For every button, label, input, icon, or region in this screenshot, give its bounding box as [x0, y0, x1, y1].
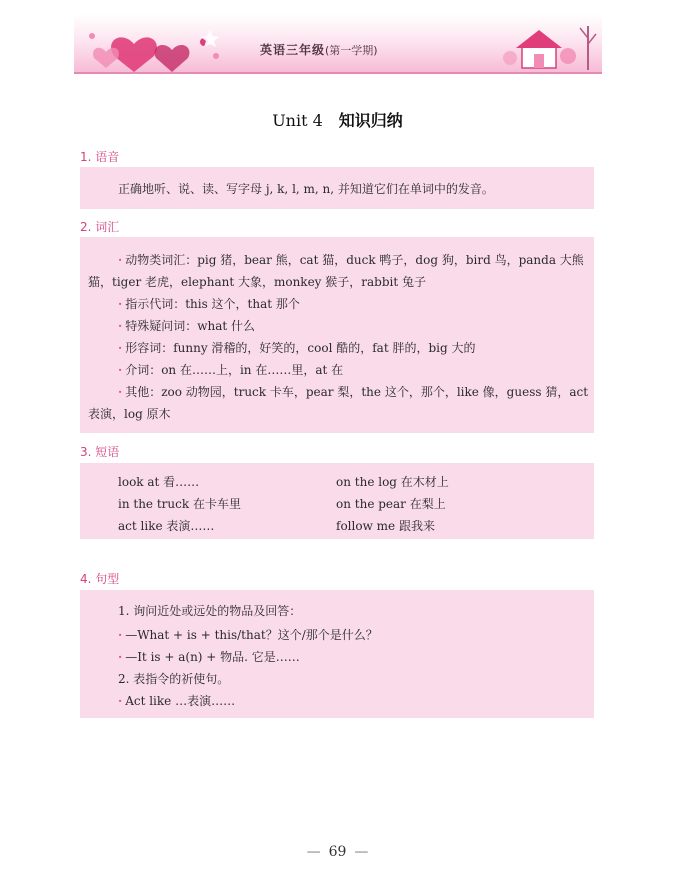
topic-label: 知识归纳 [338, 111, 403, 130]
vocab-others-line2: 表演，log 原木 [88, 407, 171, 421]
hearts-decoration-icon [84, 22, 234, 74]
sentence-item1: 1. 询问近处或远处的物品及回答： [118, 604, 302, 618]
book-title: 英语三年级(第一学期) [260, 43, 378, 57]
pronunciation-box [80, 167, 594, 209]
phrases-box [80, 463, 594, 539]
header-banner [74, 14, 602, 74]
vocab-question-word: · 特殊疑问词：what 什么 [118, 319, 255, 333]
section-heading-pronunciation: 1. 语音 [80, 150, 120, 164]
phrase-item: in the truck 在卡车里 [118, 497, 241, 511]
vocab-adjectives: · 形容词：funny 滑稽的，好笑的，cool 酷的，fat 胖的，big 大的 [118, 341, 476, 355]
vocab-animals-line2: 猫，tiger 老虎，elephant 大象，monkey 猴子，rabbit 兔子 [88, 275, 426, 289]
vocab-others-line1: · 其他：zoo 动物园，truck 卡车，pear 梨，the 这个，那个，like 像，guess 猜，act [118, 385, 589, 399]
phrase-item: on the pear 在梨上 [336, 497, 446, 511]
vocabulary-box [80, 237, 594, 433]
phrase-item: on the log 在木材上 [336, 475, 449, 489]
sentence-item2-example: · Act like …表演…… [118, 694, 236, 708]
sentence-item1-answer: · —It is + a(n) + 物品. 它是…… [118, 650, 300, 664]
page-number: — 69 — [306, 844, 369, 860]
section-heading-vocabulary: 2. 词汇 [80, 220, 120, 234]
section-heading-phrases: 3. 短语 [80, 445, 120, 459]
sentence-item2: 2. 表指令的祈使句。 [118, 672, 230, 686]
pronunciation-text: 正确地听、说、读、写字母 j, k, l, m, n, 并知道它们在单词中的发音。 [118, 182, 494, 196]
phrase-item: act like 表演…… [118, 519, 215, 533]
sentences-box [80, 590, 594, 718]
phrase-item: look at 看…… [118, 475, 200, 489]
section-heading-sentences: 4. 句型 [80, 572, 120, 586]
sentence-item1-question: · —What + is + this/that？这个/那个是什么？ [118, 628, 378, 642]
house-decoration-icon [492, 16, 602, 72]
page-title [0, 108, 675, 131]
vocab-animals-line1: · 动物类词汇：pig 猪，bear 熊，cat 猫，duck 鸭子，dog 狗，bird 鸟，panda 大熊 [118, 253, 584, 267]
semester-label: (第一学期) [325, 44, 378, 57]
phrase-item: follow me 跟我来 [336, 519, 435, 533]
vocab-prepositions: · 介词：on 在……上，in 在……里，at 在 [118, 363, 344, 377]
vocab-demonstratives: · 指示代词：this 这个，that 那个 [118, 297, 300, 311]
unit-label: Unit 4 [272, 111, 323, 130]
